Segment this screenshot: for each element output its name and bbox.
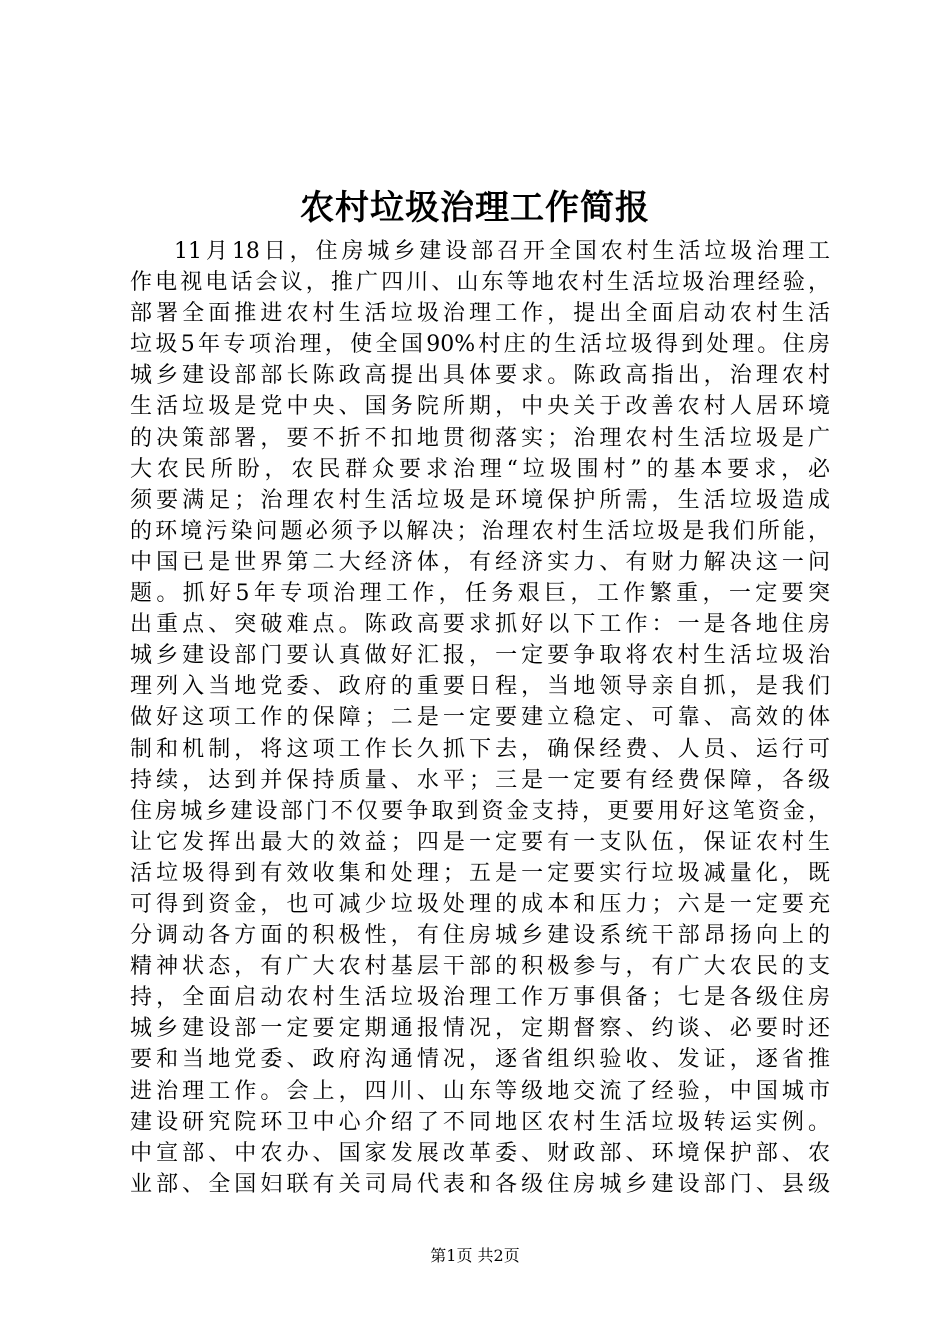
body-line: 的环境污染问题必须予以解决；治理农村生活垃圾是我们所能， — [130, 518, 830, 544]
body-line: 中国已是世界第二大经济体，有经济实力、有财力解决这一问 — [130, 549, 830, 575]
body-line: 持续，达到并保持质量、水平；三是一定要有经费保障，各级 — [130, 767, 830, 793]
body-line: 制和机制，将这项工作长久抓下去，确保经费、人员、运行可 — [130, 736, 830, 762]
body-line: 城乡建设部门要认真做好汇报，一定要争取将农村生活垃圾治 — [130, 643, 830, 669]
body-line: 城乡建设部一定要定期通报情况，定期督察、约谈、必要时还 — [130, 1016, 830, 1042]
body-line: 大农民所盼，农民群众要求治理“垃圾围村”的基本要求，必 — [130, 456, 830, 482]
body-line: 分调动各方面的积极性，有住房城乡建设系统干部昂扬向上的 — [130, 923, 830, 949]
body-line: 须要满足；治理农村生活垃圾是环境保护所需，生活垃圾造成 — [130, 487, 830, 513]
body-line: 11月18日，住房城乡建设部召开全国农村生活垃圾治理工 — [174, 239, 830, 264]
body-line: 让它发挥出最大的效益；四是一定要有一支队伍，保证农村生 — [130, 829, 830, 855]
body-line: 理列入当地党委、政府的重要日程，当地领导亲自抓，是我们 — [130, 674, 830, 700]
body-line: 题。抓好5年专项治理工作，任务艰巨，工作繁重，一定要突 — [130, 581, 830, 607]
body-line: 生活垃圾是党中央、国务院所期，中央关于改善农村人居环境 — [130, 394, 830, 420]
page-footer: 第1页 共2页 — [430, 1246, 520, 1265]
body-line: 要和当地党委、政府沟通情况，逐省组织验收、发证，逐省推 — [130, 1047, 830, 1073]
body-line: 住房城乡建设部门不仅要争取到资金支持，更要用好这笔资金， — [130, 798, 830, 824]
body-line: 进治理工作。会上，四川、山东等级地交流了经验，中国城市 — [130, 1078, 830, 1104]
body-line: 持，全面启动农村生活垃圾治理工作万事俱备；七是各级住房 — [130, 985, 830, 1011]
body-line: 做好这项工作的保障；二是一定要建立稳定、可靠、高效的体 — [130, 705, 830, 731]
body-line: 作电视电话会议，推广四川、山东等地农村生活垃圾治理经验， — [130, 270, 830, 296]
body-line: 的决策部署，要不折不扣地贯彻落实；治理农村生活垃圾是广 — [130, 425, 830, 451]
body-line: 业部、全国妇联有关司局代表和各级住房城乡建设部门、县级 — [130, 1171, 830, 1197]
body-line: 活垃圾得到有效收集和处理；五是一定要实行垃圾减量化，既 — [130, 860, 830, 886]
body-line: 城乡建设部部长陈政高提出具体要求。陈政高指出，治理农村 — [130, 363, 830, 389]
body-line: 垃圾5年专项治理，使全国90%村庄的生活垃圾得到处理。住房 — [130, 332, 830, 358]
body-line: 中宣部、中农办、国家发展改革委、财政部、环境保护部、农 — [130, 1140, 830, 1166]
document-body — [130, 236, 830, 1200]
body-line: 出重点、突破难点。陈政高要求抓好以下工作：一是各地住房 — [130, 612, 830, 638]
body-line: 精神状态，有广大农村基层干部的积极参与，有广大农民的支 — [130, 954, 830, 980]
body-line: 建设研究院环卫中心介绍了不同地区农村生活垃圾转运实例。 — [130, 1109, 830, 1135]
document-title: 农村垃圾治理工作简报 — [300, 188, 650, 228]
body-line: 部署全面推进农村生活垃圾治理工作，提出全面启动农村生活 — [130, 301, 830, 327]
body-line: 可得到资金，也可减少垃圾处理的成本和压力；六是一定要充 — [130, 891, 830, 917]
